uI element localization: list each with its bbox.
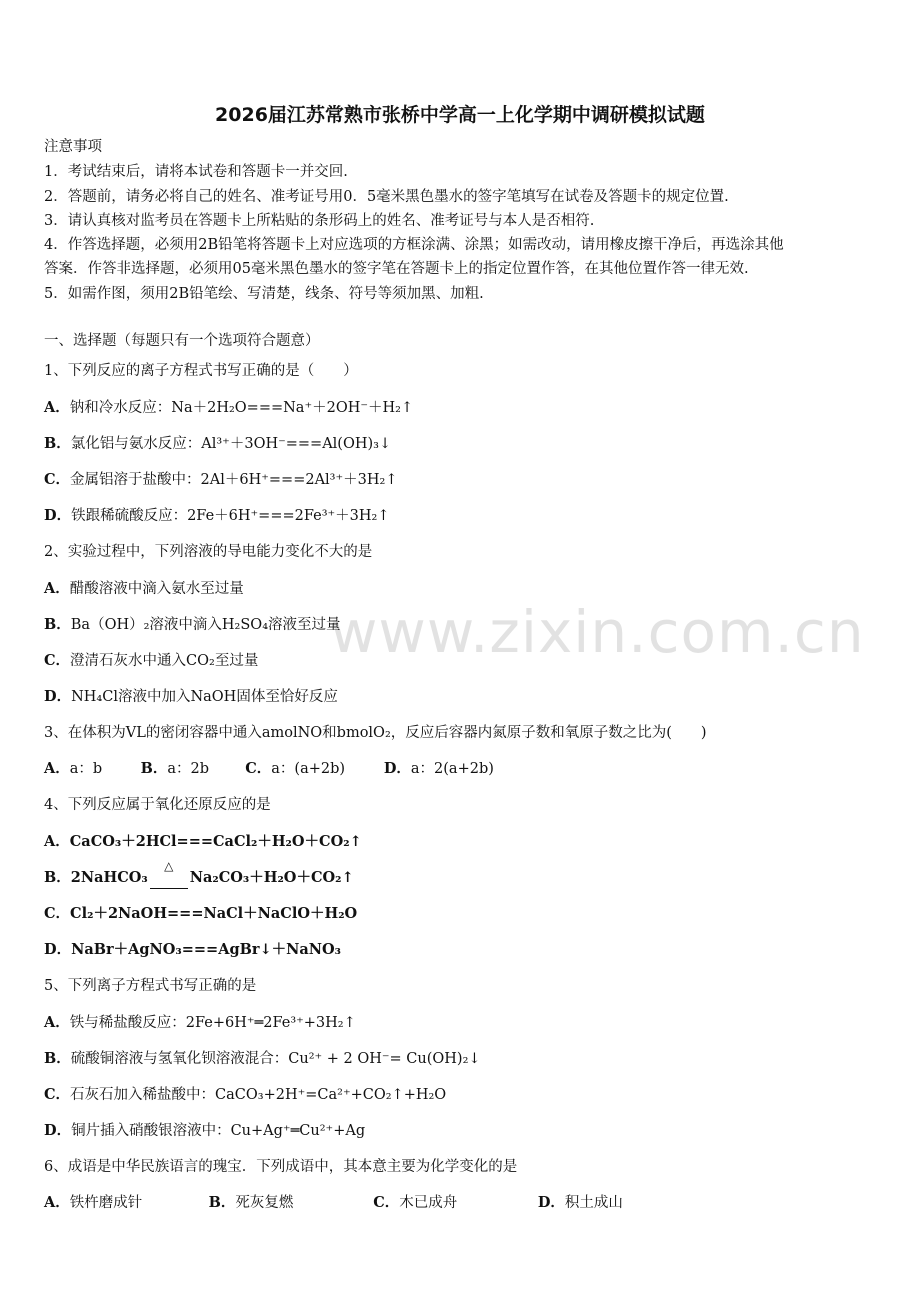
option-label: C． bbox=[44, 905, 71, 922]
option[interactable] bbox=[373, 1193, 533, 1213]
option[interactable] bbox=[44, 506, 390, 526]
option-label: C． bbox=[245, 760, 272, 777]
option-label: A． bbox=[44, 580, 70, 597]
option-text: 2NaHCO₃ bbox=[70, 869, 148, 886]
option-text: 石灰石加入稀盐酸中：CaCO₃+2H⁺=Ca²⁺+CO₂↑+H₂O bbox=[70, 1087, 447, 1103]
section-heading: 一、选择题（每题只有一个选项符合题意） bbox=[44, 333, 320, 349]
option-text: 铁跟稀硫酸反应：2Fe＋6H⁺===2Fe³⁺＋3H₂↑ bbox=[71, 508, 390, 524]
option-text: NH₄Cl溶液中加入NaOH固体至恰好反应 bbox=[71, 689, 338, 705]
option[interactable] bbox=[44, 1049, 481, 1069]
option-text: a：(a+2b) bbox=[271, 761, 346, 777]
option[interactable] bbox=[209, 1193, 369, 1213]
option-text: CaCO₃＋2HCl===CaCl₂＋H₂O＋CO₂↑ bbox=[69, 833, 362, 850]
option-text: 铁与稀盐酸反应：2Fe+6H⁺═2Fe³⁺+3H₂↑ bbox=[69, 1015, 356, 1031]
page-title: 2026届江苏常熟市张桥中学高一上化学期中调研模拟试题 bbox=[215, 104, 705, 126]
option-label: A． bbox=[44, 1194, 70, 1211]
notice-item: 5．如需作图，须用2B铅笔绘、写清楚，线条、符号等须加黑、加粗. bbox=[44, 286, 484, 302]
option[interactable] bbox=[44, 1193, 204, 1213]
question-stem: 3、在体积为VL的密闭容器中通入amolNO和bmolO₂，反应后容器内氮原子数和氧原子数之比为( ) bbox=[44, 725, 707, 741]
notice-item: 4．作答选择题，必须用2B铅笔将答题卡上对应选项的方框涂满、涂黑；如需改动，请用橡皮擦干净后，再选涂其他 bbox=[44, 237, 784, 253]
option-label: C． bbox=[44, 1086, 71, 1103]
option-label: B． bbox=[44, 869, 71, 886]
option[interactable] bbox=[44, 832, 362, 852]
option-label: B． bbox=[44, 1050, 71, 1067]
option-label: B． bbox=[44, 616, 71, 633]
option[interactable] bbox=[44, 759, 136, 779]
question-stem: 1、下列反应的离子方程式书写正确的是（ ） bbox=[44, 363, 358, 379]
option[interactable] bbox=[44, 1121, 365, 1141]
option-text: 积土成山 bbox=[564, 1195, 623, 1211]
delta-symbol: △ bbox=[164, 859, 174, 873]
option-text: 氯化铝与氨水反应：Al³⁺＋3OH⁻===Al(OH)₃↓ bbox=[70, 436, 392, 452]
question-stem: 6、成语是中华民族语言的瑰宝．下列成语中，其本意主要为化学变化的是 bbox=[44, 1159, 518, 1175]
option[interactable] bbox=[141, 759, 241, 779]
option-text: 木已成舟 bbox=[399, 1195, 458, 1211]
option[interactable] bbox=[44, 651, 258, 671]
option-label: B． bbox=[44, 435, 71, 452]
option-label: C． bbox=[373, 1194, 400, 1211]
option[interactable] bbox=[44, 687, 338, 707]
option-text: Na₂CO₃＋H₂O＋CO₂↑ bbox=[189, 869, 354, 886]
option-label: D． bbox=[383, 760, 411, 777]
option-text: NaBr＋AgNO₃===AgBr↓＋NaNO₃ bbox=[71, 941, 342, 958]
option-label: D． bbox=[44, 688, 72, 705]
option-label: D． bbox=[537, 1194, 565, 1211]
option-text: a：2b bbox=[167, 761, 210, 777]
option-text: 钠和冷水反应：Na＋2H₂O===Na⁺＋2OH⁻＋H₂↑ bbox=[69, 400, 414, 416]
notice-heading: 注意事项 bbox=[44, 139, 102, 155]
question-stem: 5、下列离子方程式书写正确的是 bbox=[44, 978, 257, 994]
notice-item: 2．答题前，请务必将自己的姓名、准考证号用0．5毫米黑色墨水的签字笔填写在试卷及答题卡的规定位置. bbox=[44, 189, 729, 205]
option-text: 醋酸溶液中滴入氨水至过量 bbox=[69, 581, 244, 597]
option[interactable] bbox=[44, 940, 341, 960]
heating-condition bbox=[150, 859, 188, 889]
option[interactable] bbox=[44, 615, 341, 635]
option-label: A． bbox=[44, 833, 70, 850]
option-row bbox=[44, 759, 494, 779]
option-label: C． bbox=[44, 471, 71, 488]
notice-item: 1．考试结束后，请将本试卷和答题卡一并交回. bbox=[44, 164, 348, 180]
option[interactable] bbox=[44, 470, 398, 490]
option-label: A． bbox=[44, 1014, 70, 1031]
question-stem: 2、实验过程中，下列溶液的导电能力变化不大的是 bbox=[44, 544, 373, 560]
option-text: 硫酸铜溶液与氢氧化钡溶液混合：Cu²⁺ + 2 OH⁻= Cu(OH)₂↓ bbox=[70, 1051, 481, 1067]
option[interactable] bbox=[44, 1013, 356, 1033]
option-text: Cl₂＋2NaOH===NaCl＋NaClO＋H₂O bbox=[70, 905, 358, 922]
option[interactable] bbox=[44, 434, 391, 454]
option[interactable] bbox=[384, 759, 494, 779]
option-label: C． bbox=[44, 652, 71, 669]
option[interactable] bbox=[44, 904, 357, 924]
question-stem: 4、下列反应属于氧化还原反应的是 bbox=[44, 797, 271, 813]
option-text: 死灰复燃 bbox=[235, 1195, 294, 1211]
watermark: www.zixin.com.cn bbox=[330, 598, 865, 666]
option[interactable] bbox=[44, 398, 413, 418]
option[interactable] bbox=[44, 579, 244, 599]
option[interactable] bbox=[538, 1193, 623, 1213]
option-label: D． bbox=[44, 507, 72, 524]
option-label: B． bbox=[208, 1194, 236, 1211]
option-label: D． bbox=[44, 941, 72, 958]
option[interactable] bbox=[245, 759, 379, 779]
option-text: a：2(a+2b) bbox=[410, 761, 494, 777]
option-label: A． bbox=[44, 399, 70, 416]
option-text: 金属铝溶于盐酸中：2Al＋6H⁺===2Al³⁺＋3H₂↑ bbox=[70, 472, 398, 488]
option[interactable] bbox=[44, 859, 354, 889]
option-text: 铜片插入硝酸银溶液中：Cu+Ag⁺═Cu²⁺+Ag bbox=[71, 1123, 366, 1139]
option-label: B． bbox=[140, 760, 168, 777]
notice-item: 答案．作答非选择题，必须用05毫米黑色墨水的签字笔在答题卡上的指定位置作答，在其他位置作答一律无效. bbox=[44, 261, 749, 277]
option-text: 铁杵磨成针 bbox=[69, 1195, 143, 1211]
option-label: D． bbox=[44, 1122, 72, 1139]
option-text: Ba（OH）₂溶液中滴入H₂SO₄溶液至过量 bbox=[70, 617, 341, 633]
option-text: a：b bbox=[69, 761, 103, 777]
option[interactable] bbox=[44, 1085, 446, 1105]
option-label: A． bbox=[44, 760, 70, 777]
option-text: 澄清石灰水中通入CO₂至过量 bbox=[70, 653, 259, 669]
notice-item: 3．请认真核对监考员在答题卡上所粘贴的条形码上的姓名、准考证号与本人是否相符. bbox=[44, 213, 595, 229]
option-row bbox=[44, 1193, 623, 1213]
